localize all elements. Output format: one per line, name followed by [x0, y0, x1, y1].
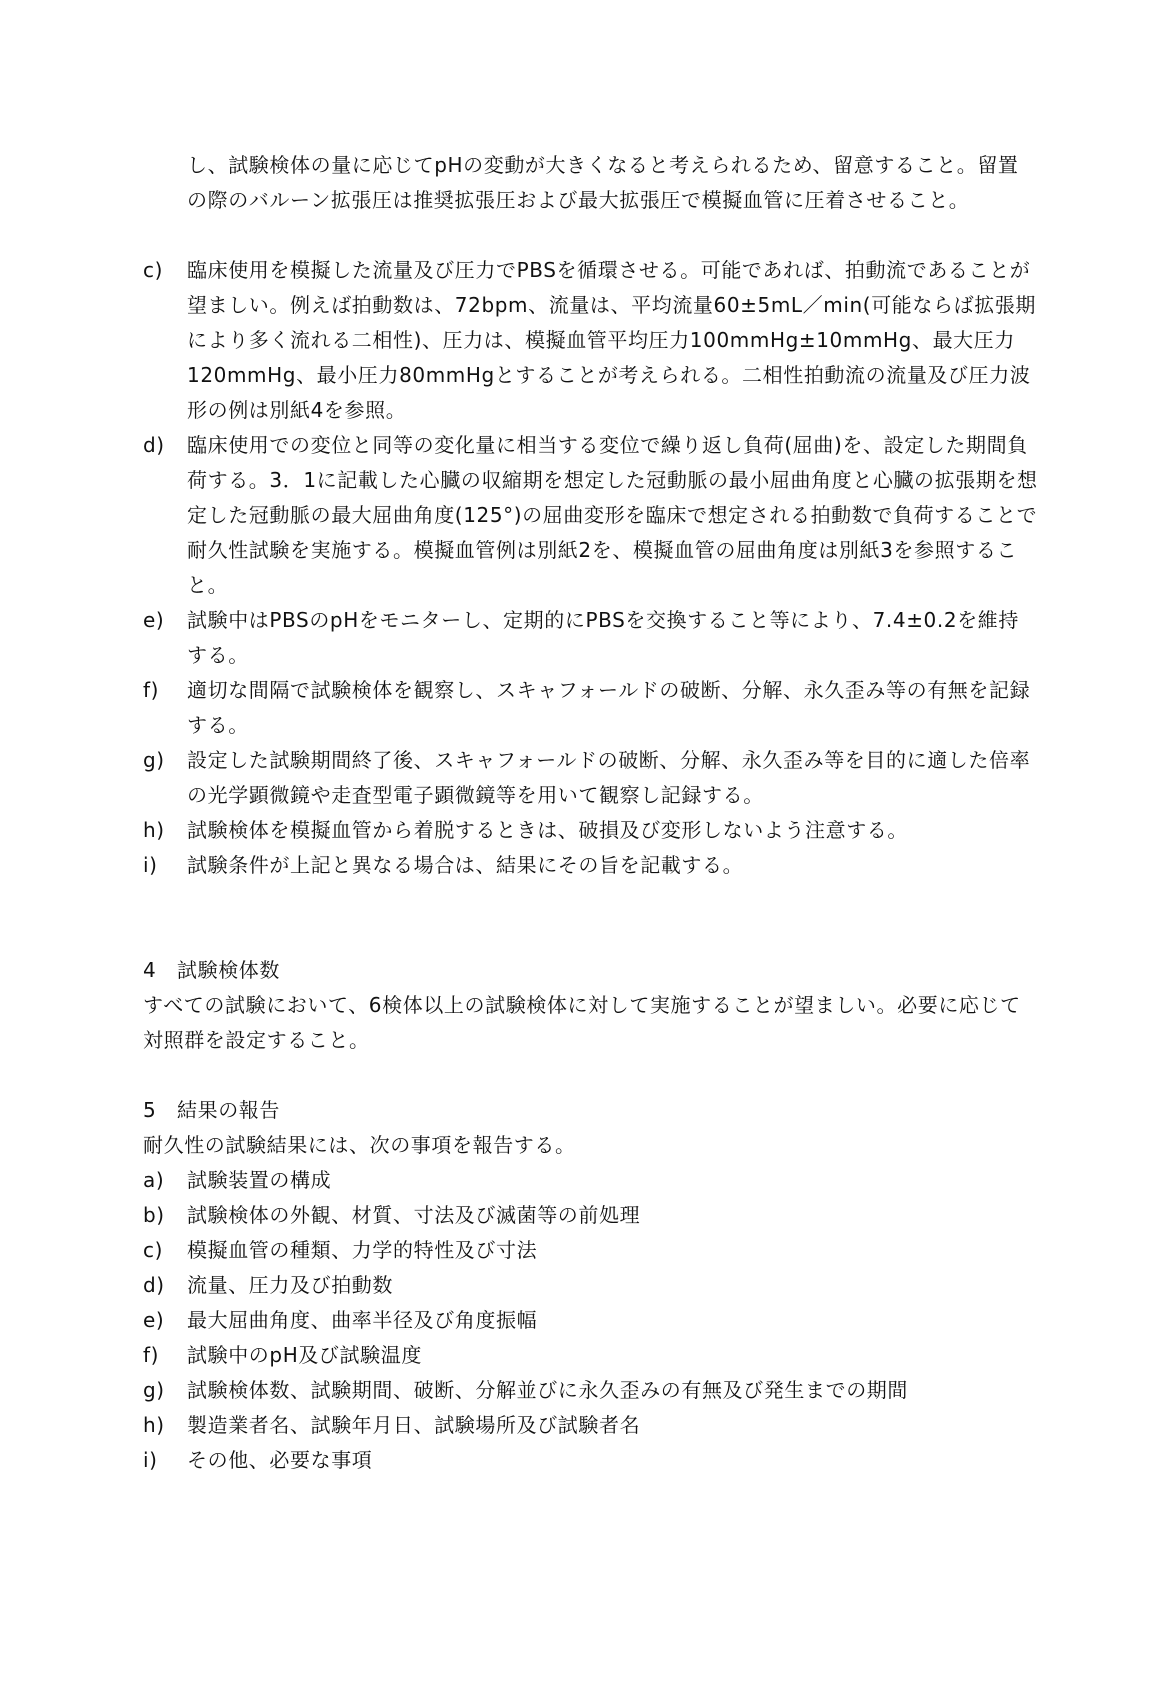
report-item-d [143, 1268, 1038, 1303]
item-marker: d) [143, 1273, 165, 1297]
item-text: 試験検体数、試験期間、破断、分解並びに永久歪みの有無及び発生までの期間 [187, 1378, 908, 1402]
report-item-f [143, 1338, 1038, 1373]
procedure-item-i [143, 848, 1038, 883]
item-text: 試験中のpH及び試験温度 [187, 1343, 422, 1367]
item-marker: e) [143, 608, 165, 632]
item-text: 試験条件が上記と異なる場合は、結果にその旨を記載する。 [187, 853, 744, 877]
report-item-b [143, 1198, 1038, 1233]
report-item-c [143, 1233, 1038, 1268]
procedure-item-c [143, 253, 1038, 428]
item-marker: e) [143, 1308, 165, 1332]
intro-continuation: し、試験検体の量に応じてpHの変動が大きくなると考えられるため、留意すること。留置の際のバルーン拡張圧は推奨拡張圧および最大拡張圧で模擬血管に圧着させること。 [187, 153, 1019, 212]
item-marker: h) [143, 1413, 165, 1437]
report-item-a [143, 1163, 1038, 1198]
item-text: 適切な間隔で試験検体を観察し、スキャフォールドの破断、分解、永久歪み等の有無を記録する。 [187, 678, 1031, 737]
section-4-body: すべての試験において、6検体以上の試験検体に対して実施することが望ましい。必要に応じて対照群を設定すること。 [143, 993, 1021, 1052]
item-marker: d) [143, 433, 165, 457]
section-title: 試験検体数 [177, 958, 280, 982]
item-text: 臨床使用での変位と同等の変化量に相当する変位で繰り返し負荷(屈曲)を、設定した期間負荷する。3．1に記載した心臓の収縮期を想定した冠動脈の最小屈曲角度と心臓の拡張期を想定した冠動脈の最大屈曲角度(125°)の屈曲変形を臨床で想定される拍動数で負荷することで耐久性試験を実施する。模擬血管例は別紙2を、模擬血管の屈曲角度は別紙3を参照すること。 [187, 433, 1038, 597]
section-4-heading [143, 953, 280, 988]
item-marker: a) [143, 1168, 165, 1192]
item-marker: i) [143, 1448, 158, 1472]
section-5-intro: 耐久性の試験結果には、次の事項を報告する。 [143, 1133, 576, 1157]
report-item-h [143, 1408, 1038, 1443]
item-text: 試験検体を模擬血管から着脱するときは、破損及び変形しないよう注意する。 [187, 818, 908, 842]
report-item-e [143, 1303, 1038, 1338]
item-marker: i) [143, 853, 158, 877]
procedure-item-g [143, 743, 1038, 813]
item-marker: b) [143, 1203, 165, 1227]
report-item-g [143, 1373, 1038, 1408]
item-text: 試験検体の外観、材質、寸法及び滅菌等の前処理 [187, 1203, 641, 1227]
item-marker: g) [143, 748, 165, 772]
item-marker: f) [143, 678, 160, 702]
item-text: 設定した試験期間終了後、スキャフォールドの破断、分解、永久歪み等を目的に適した倍率の光学顕微鏡や走査型電子顕微鏡等を用いて観察し記録する。 [187, 748, 1031, 807]
item-text: 最大屈曲角度、曲率半径及び角度振幅 [187, 1308, 538, 1332]
item-marker: c) [143, 258, 163, 282]
item-text: 流量、圧力及び拍動数 [187, 1273, 393, 1297]
procedure-item-h [143, 813, 1038, 848]
item-text: 臨床使用を模擬した流量及び圧力でPBSを循環させる。可能であれば、拍動流であることが望ましい。例えば拍動数は、72bpm、流量は、平均流量60±5mL／min(可能ならば拡張期により多く流れる二相性)、圧力は、模擬血管平均圧力100mmHg±10mmHg、最大圧力120mmHg、最小圧力80mmHgとすることが考えられる。二相性拍動流の流量及び圧力波形の例は別紙4を参照。 [187, 258, 1036, 422]
item-text: 模擬血管の種類、力学的特性及び寸法 [187, 1238, 538, 1262]
report-item-i [143, 1443, 1038, 1478]
item-marker: g) [143, 1378, 165, 1402]
procedure-item-e [143, 603, 1038, 673]
item-marker: h) [143, 818, 165, 842]
item-text: その他、必要な事項 [187, 1448, 373, 1472]
section-number: 4 [143, 958, 157, 982]
item-marker: c) [143, 1238, 163, 1262]
procedure-item-f [143, 673, 1038, 743]
item-text: 試験装置の構成 [187, 1168, 332, 1192]
section-title: 結果の報告 [177, 1098, 280, 1122]
section-number: 5 [143, 1098, 157, 1122]
item-marker: f) [143, 1343, 160, 1367]
item-text: 試験中はPBSのpHをモニターし、定期的にPBSを交換すること等により、7.4±0.2を維持する。 [187, 608, 1019, 667]
procedure-item-d [143, 428, 1038, 603]
item-text: 製造業者名、試験年月日、試験場所及び試験者名 [187, 1413, 641, 1437]
section-5-heading [143, 1093, 280, 1128]
